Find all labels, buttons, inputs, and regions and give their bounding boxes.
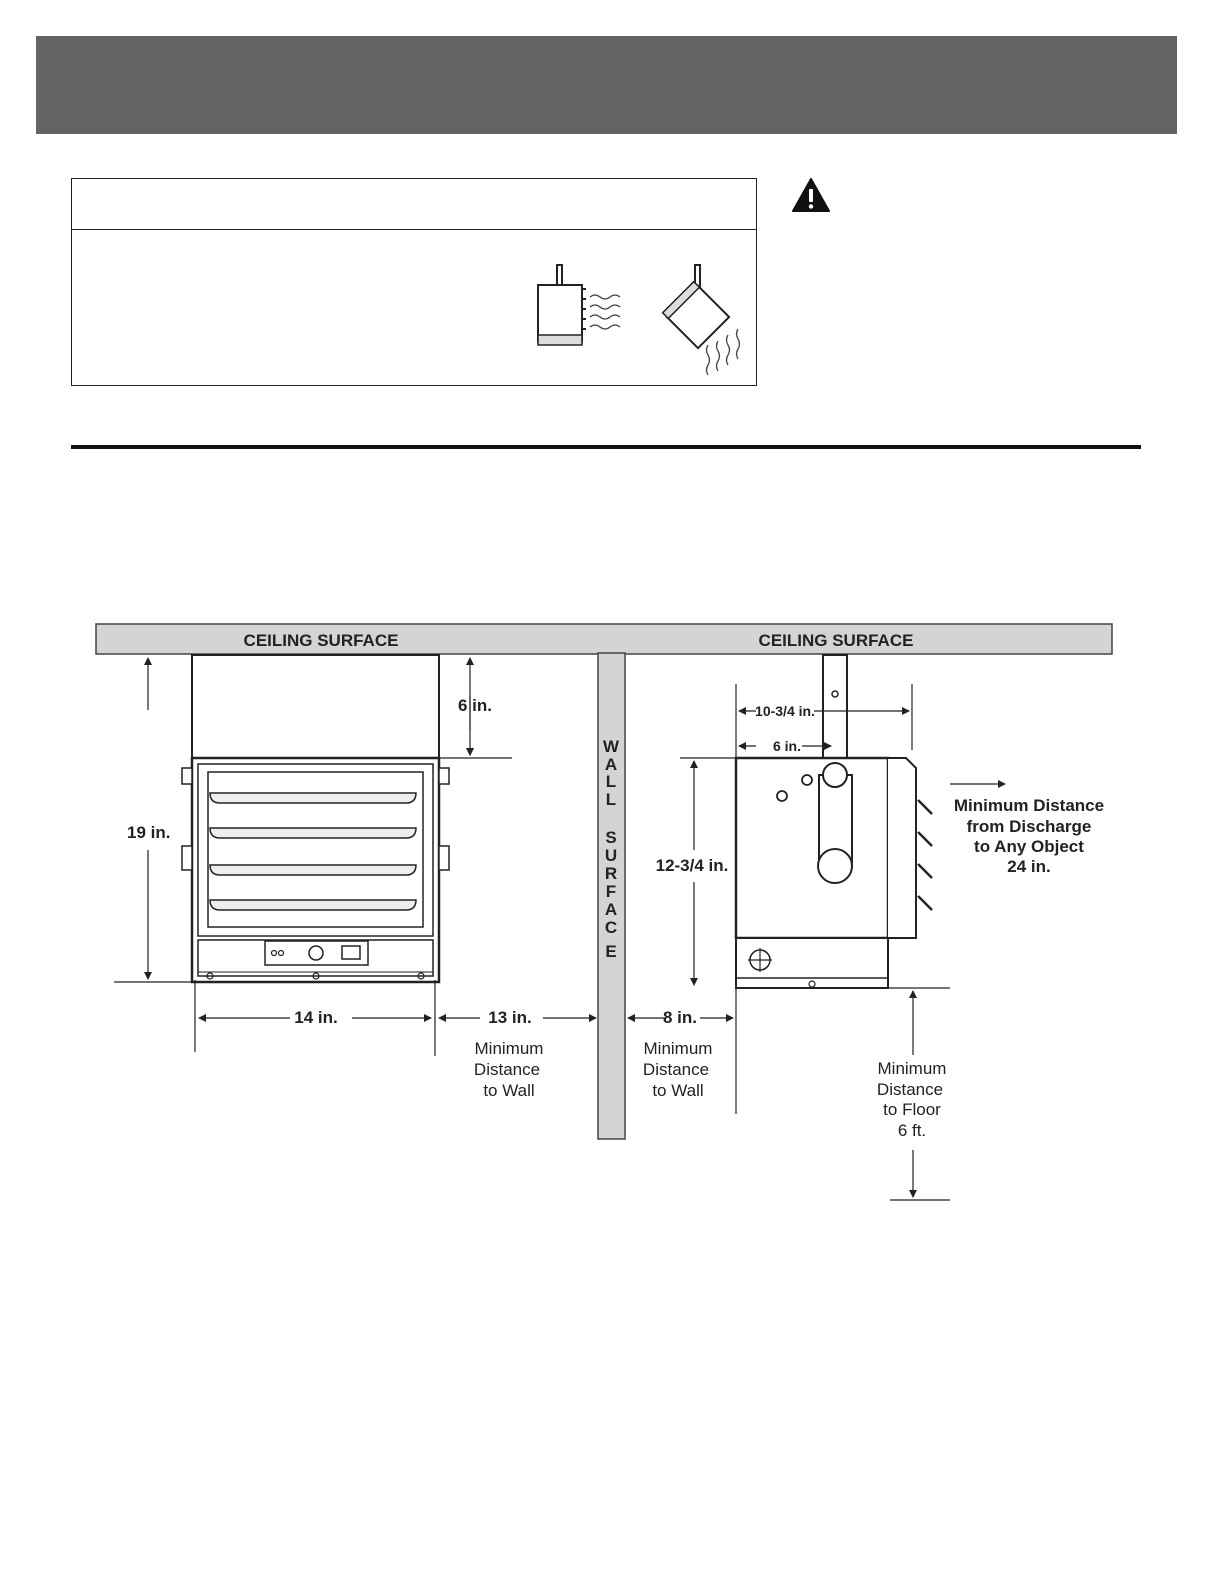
warning-triangle-icon <box>792 178 830 212</box>
wall-letter: L <box>605 772 617 791</box>
min-wall-left-line: Minimum <box>474 1039 544 1058</box>
floor-note-line: Distance <box>876 1080 944 1099</box>
right-ceiling-label: CEILING SURFACE <box>758 631 914 650</box>
dim-6in-side: 6 in. <box>772 738 802 754</box>
min-wall-right-line: to Wall <box>652 1081 704 1100</box>
dim-19in: 19 in. <box>127 823 171 842</box>
min-wall-left-line: to Wall <box>483 1081 535 1100</box>
dim-12-3-4: 12-3/4 in. <box>655 856 729 875</box>
wall-letter: E <box>605 942 617 961</box>
discharge-note-line: 24 in. <box>1007 857 1051 876</box>
wall-letter: C <box>604 918 618 937</box>
wall-letter: L <box>605 790 617 809</box>
min-wall-left-line: Distance <box>473 1060 541 1079</box>
wall-letter: U <box>604 846 618 865</box>
min-distance-wall-left <box>474 1039 544 1100</box>
horizontal-discharge-figure <box>530 261 640 353</box>
dim-6in-top: 6 in. <box>458 696 493 715</box>
wall-letter: A <box>604 755 618 774</box>
ceiling-surface <box>96 624 1112 654</box>
box-divider <box>72 229 756 230</box>
mounting-info-box <box>71 178 757 386</box>
min-distance-wall-right <box>643 1039 713 1100</box>
discharge-note-line: from Discharge <box>966 817 1092 836</box>
min-wall-right-line: Distance <box>642 1060 710 1079</box>
min-wall-right-line: Minimum <box>643 1039 713 1058</box>
dim-14in: 14 in. <box>294 1008 338 1027</box>
left-ceiling-label: CEILING SURFACE <box>243 631 399 650</box>
discharge-note-line: to Any Object <box>974 837 1084 856</box>
wall-letter: W <box>602 737 620 756</box>
floor-note-line: to Floor <box>883 1100 941 1119</box>
floor-clearance-note <box>877 1059 947 1140</box>
floor-note-line: 6 ft. <box>897 1121 927 1140</box>
floor-note-line: Minimum <box>877 1059 947 1078</box>
heater-clearance-diagram <box>80 600 1130 1210</box>
wall-surface <box>598 653 625 1139</box>
angled-discharge-figure <box>658 261 758 379</box>
wall-letter: F <box>605 882 617 901</box>
dim-8in: 8 in. <box>662 1008 698 1027</box>
header-band <box>36 36 1177 134</box>
heater-front-view <box>182 655 449 982</box>
dim-13in: 13 in. <box>488 1008 532 1027</box>
wall-letter: A <box>604 900 618 919</box>
discharge-clearance-note <box>954 796 1104 876</box>
dim-10-3-4: 10-3/4 in. <box>755 703 815 719</box>
discharge-note-line: Minimum Distance <box>953 796 1105 815</box>
section-rule <box>71 445 1141 449</box>
wall-letter: S <box>605 828 617 847</box>
wall-letter: R <box>604 864 618 883</box>
